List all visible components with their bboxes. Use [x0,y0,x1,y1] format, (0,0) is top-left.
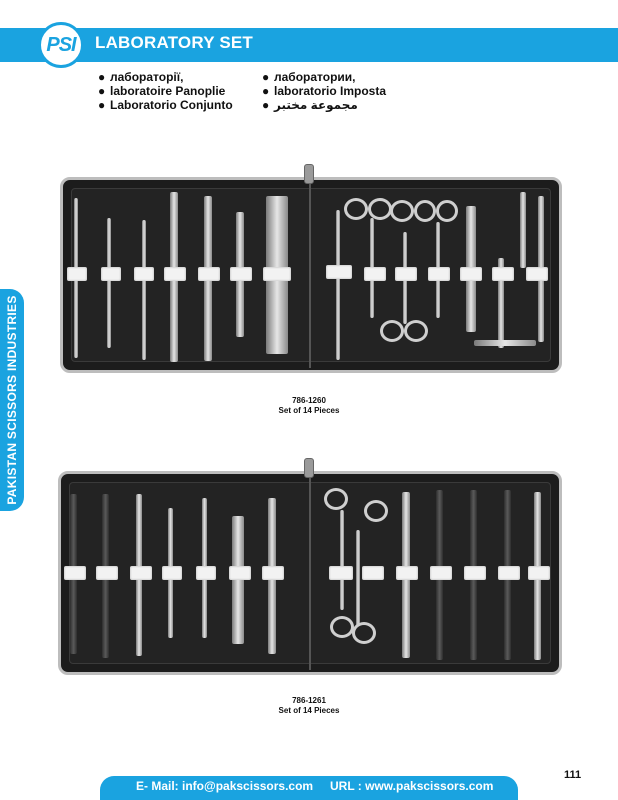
case-strap [395,267,417,281]
header-band [0,28,618,62]
language-item: ● laboratorio Imposta [262,84,387,98]
url-link[interactable]: www.pakscissors.com [365,779,494,793]
case-strap [101,267,121,281]
instrument-ring [352,622,376,644]
language-column-2 [262,70,386,112]
language-item: ● laboratoire Panoplie [98,84,226,98]
language-item: ● лабораторії, [98,70,184,84]
case-strap [430,566,452,580]
case-strap [526,267,548,281]
instrument-ring [380,320,404,342]
instrument-ring [368,198,392,220]
case-strap [460,267,482,281]
bullet-icon: ● [262,84,270,98]
url-label: URL : [330,779,362,793]
case-strap [362,566,384,580]
bullet-icon: ● [98,84,106,98]
product-description: Set of 14 Pieces [278,406,340,415]
case-strap [134,267,154,281]
instrument-ring [414,200,436,222]
product-caption-1 [0,396,618,416]
page-number: 111 [564,769,582,781]
bullet-icon: ● [98,70,106,84]
email-link[interactable]: info@pakscissors.com [182,779,314,793]
instrument-ring [364,500,388,522]
zipper-pull-icon [304,164,314,184]
zipper-line [309,182,311,368]
instrument [356,530,360,626]
language-item: ● лаборатории, [262,70,356,84]
case-strap [263,267,291,281]
instrument-ring [324,488,348,510]
language-item: ● مجموعة مختبر [262,98,358,112]
case-strap [198,267,220,281]
instrument-ring [390,200,414,222]
instrument [232,516,244,644]
instrument [107,218,111,348]
case-strap [364,267,386,281]
instrument-ring [344,198,368,220]
case-strap [329,566,353,580]
zipper-pull-icon [304,458,314,478]
instrument-ring [330,616,354,638]
case-strap [67,267,87,281]
instrument [142,220,146,360]
page-title: LABORATORY SET [95,33,254,52]
language-item: ● Laboratorio Conjunto [98,98,233,112]
case-strap [464,566,486,580]
footer-email[interactable] [136,779,313,793]
case-strap [428,267,450,281]
instrument [520,192,526,268]
instrument [474,340,536,346]
logo-text: PSI [46,33,76,56]
case-strap [528,566,550,580]
case-strap [262,566,284,580]
bullet-icon: ● [262,98,270,112]
psi-logo-icon [38,22,84,68]
bullet-icon: ● [98,98,106,112]
case-strap [229,566,251,580]
case-strap [492,267,514,281]
language-column-1 [98,70,233,112]
instrument-ring [404,320,428,342]
case-strap [130,566,152,580]
side-tab-label: PAKISTAN SCISSORS INDUSTRIES [5,295,19,505]
instrument-ring [436,200,458,222]
case-strap [64,566,86,580]
product-description: Set of 14 Pieces [278,706,340,715]
zipper-line [309,476,311,670]
email-label: E- Mail: [136,779,179,793]
product-code: 786-1261 [292,696,326,705]
case-strap [396,566,418,580]
case-strap [230,267,252,281]
case-strap [498,566,520,580]
bullet-icon: ● [262,70,270,84]
instrument [340,510,344,610]
footer-url[interactable] [330,779,493,793]
instrument [336,210,340,360]
case-strap [162,566,182,580]
product-caption-2 [0,696,618,716]
case-strap [164,267,186,281]
case-strap [326,265,352,279]
case-strap [96,566,118,580]
product-code: 786-1260 [292,396,326,405]
case-strap [196,566,216,580]
